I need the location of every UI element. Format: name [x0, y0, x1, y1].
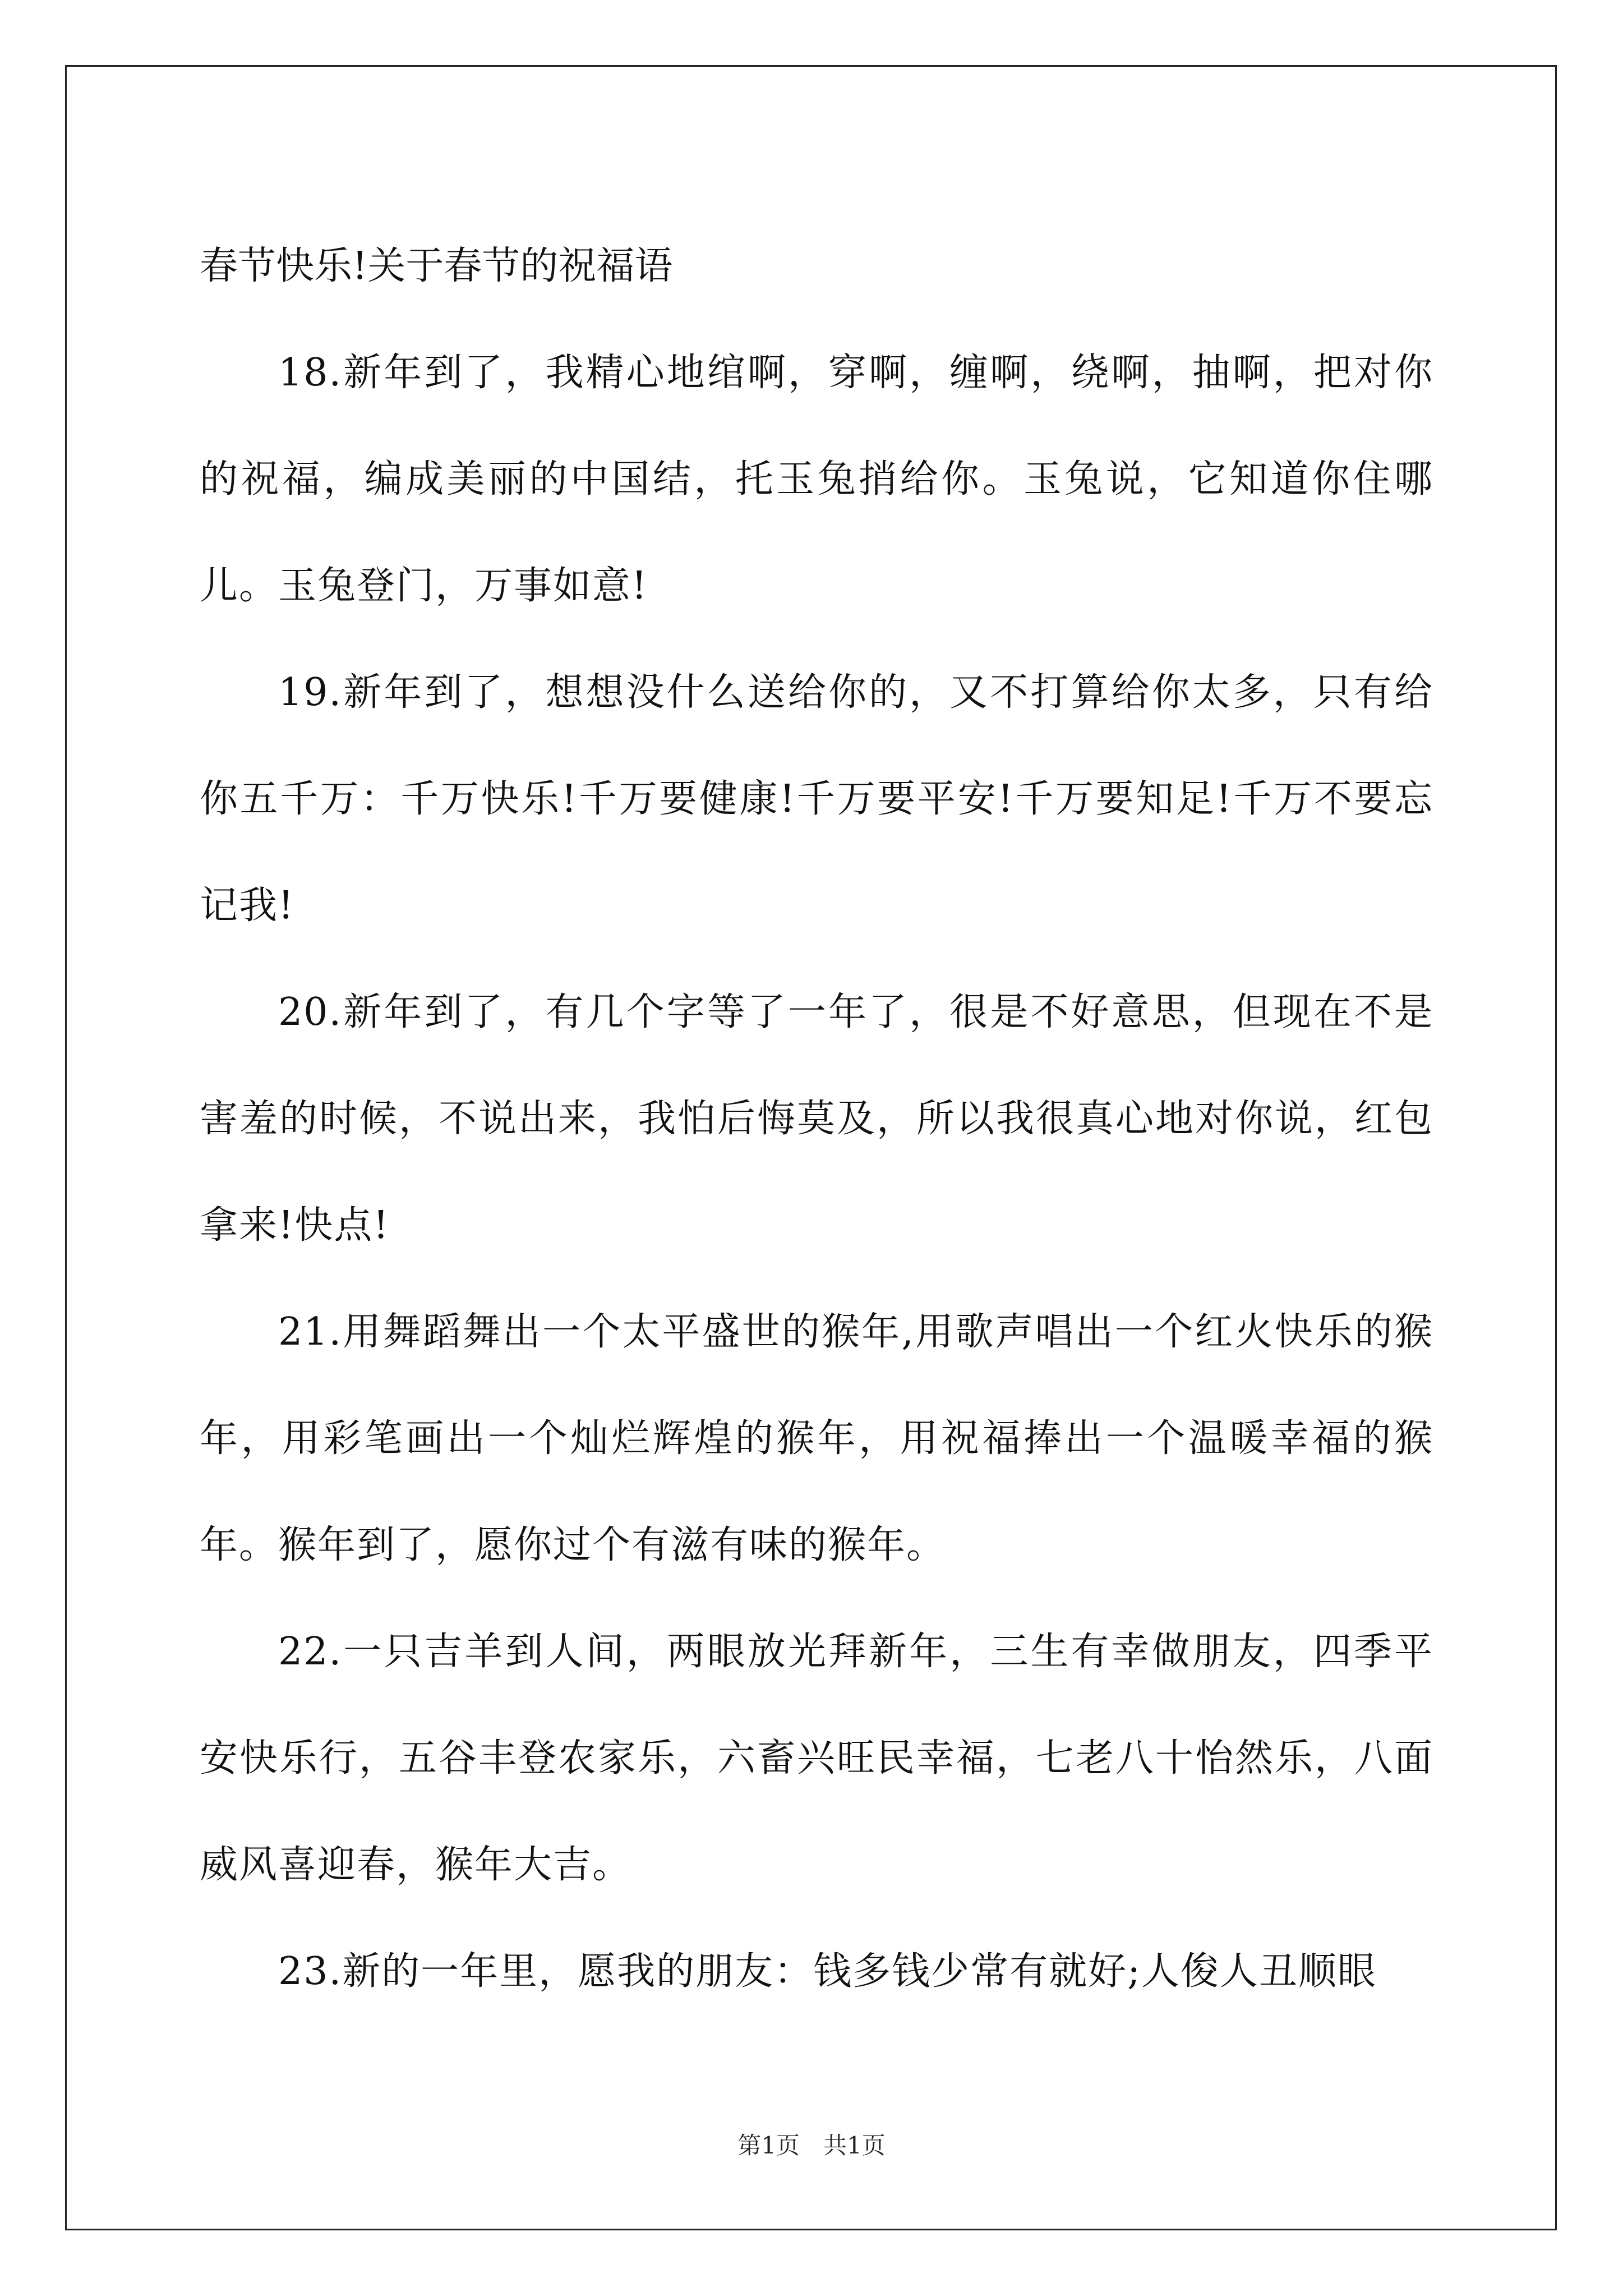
- paragraph-21: 21.用舞蹈舞出一个太平盛世的猴年,用歌声唱出一个红火快乐的猴年，用彩笔画出一个灿烂辉煌的猴年，用祝福捧出一个温暖幸福的猴年。猴年到了，愿你过个有滋有味的猴年。: [200, 1310, 1433, 1567]
- paragraph-23: 23.新的一年里，愿我的朋友：钱多钱少常有就好;人俊人丑顺眼: [278, 1949, 1377, 1994]
- page-number-footer: 第1页 共1页: [737, 2132, 886, 2159]
- paragraph-19: 19.新年到了，想想没什么送给你的，又不打算给你太多，只有给你五千万：千万快乐!千万要健康!千万要平安!千万要知足!千万不要忘记我!: [200, 670, 1433, 928]
- document-title: 春节快乐!关于春节的祝福语: [200, 244, 673, 288]
- document-body: [200, 213, 1433, 2025]
- paragraph-18: 18.新年到了，我精心地绾啊，穿啊，缠啊，绕啊，抽啊，把对你的祝福，编成美丽的中国结，托玉兔捎给你。玉兔说，它知道你住哪儿。玉兔登门，万事如意!: [200, 351, 1433, 608]
- paragraph-20: 20.新年到了，有几个字等了一年了，很是不好意思，但现在不是害羞的时候，不说出来，我怕后悔莫及，所以我很真心地对你说，红包拿来!快点!: [200, 990, 1433, 1248]
- paragraph-22: 22.一只吉羊到人间，两眼放光拜新年，三生有幸做朋友，四季平安快乐行，五谷丰登农家乐，六畜兴旺民幸福，七老八十怡然乐，八面威风喜迎春，猴年大吉。: [200, 1630, 1433, 1887]
